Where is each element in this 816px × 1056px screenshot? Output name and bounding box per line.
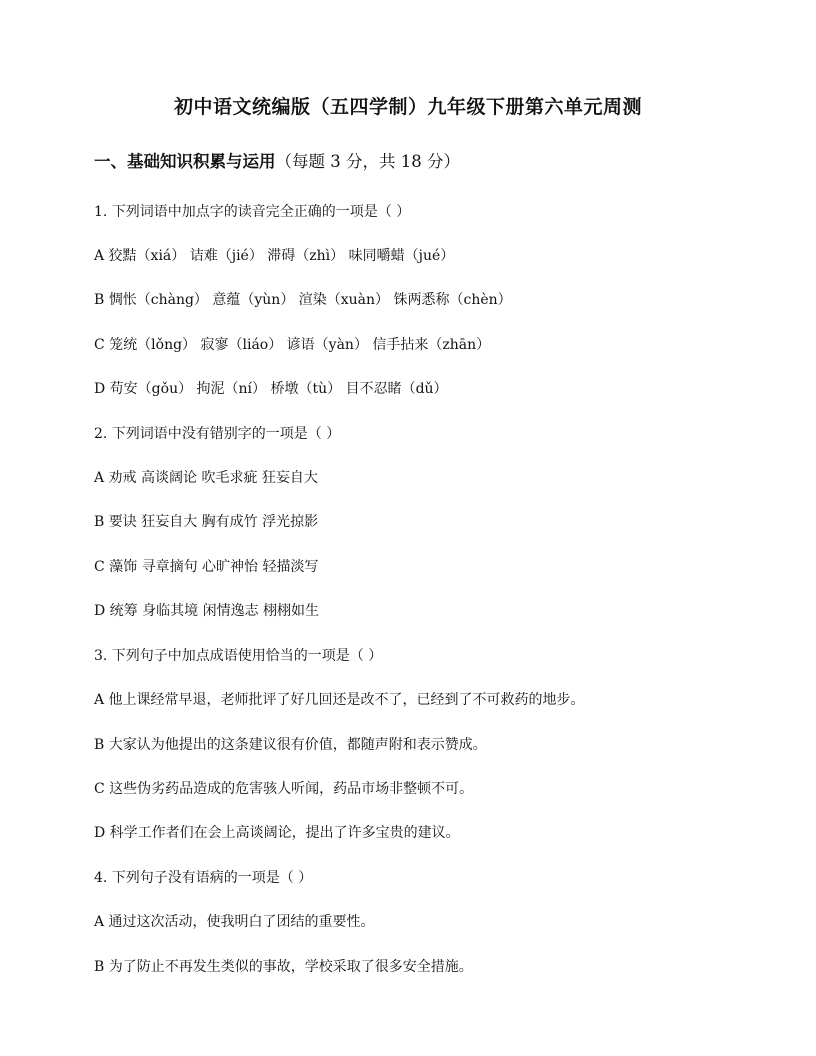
- question-2-option-a: A 劝戒 高谈阔论 吹毛求疵 狂妄自大: [94, 470, 318, 486]
- question-4-option-b: B 为了防止不再发生类似的事故，学校采取了很多安全措施。: [94, 959, 473, 975]
- question-3-option-a: A 他上课经常早退，老师批评了好几回还是改不了，已经到了不可救药的地步。: [94, 692, 585, 708]
- question-2-option-d: D 统筹 身临其境 闲情逸志 栩栩如生: [94, 603, 320, 619]
- section-heading-label: 一、基础知识积累与运用: [94, 152, 276, 171]
- question-3-option-b: B 大家认为他提出的这条建议很有价值，都随声附和表示赞成。: [94, 737, 487, 753]
- question-2-option-b: B 要诀 狂妄自大 胸有成竹 浮光掠影: [94, 514, 319, 530]
- question-4-stem: 4. 下列句子没有语病的一项是（ ）: [94, 870, 313, 886]
- question-1-option-a: A 狡黠（xiá） 诘难（jié） 滞碍（zhì） 味同嚼蜡（jué）: [94, 248, 455, 264]
- question-1-option-b: B 惆怅（chàng） 意蕴（yùn） 渲染（xuàn） 铢两悉称（chèn）: [94, 292, 512, 308]
- question-3-option-d: D 科学工作者们在会上高谈阔论，提出了许多宝贵的建议。: [94, 825, 460, 841]
- question-4-option-a: A 通过这次活动，使我明白了团结的重要性。: [94, 914, 375, 930]
- question-1-option-d: D 苟安（gǒu） 拘泥（ní） 桥墩（tù） 目不忍睹（dǔ）: [94, 381, 448, 397]
- question-1-option-c: C 笼统（lǒng） 寂寥（liáo） 谚语（yàn） 信手拈来（zhān）: [94, 337, 491, 353]
- page-title: 初中语文统编版（五四学制）九年级下册第六单元周测: [173, 96, 642, 118]
- question-2-stem: 2. 下列词语中没有错别字的一项是（ ）: [94, 426, 341, 442]
- question-3-stem: 3. 下列句子中加点成语使用恰当的一项是（ ）: [94, 648, 383, 664]
- section-heading: [94, 148, 460, 172]
- section-score-note: （每题 3 分，共 18 分）: [275, 152, 460, 171]
- question-1-stem: 1. 下列词语中加点字的读音完全正确的一项是（ ）: [94, 204, 411, 220]
- question-2-option-c: C 藻饰 寻章摘句 心旷神怡 轻描淡写: [94, 559, 319, 575]
- question-3-option-c: C 这些伪劣药品造成的危害骇人听闻，药品市场非整顿不可。: [94, 781, 474, 797]
